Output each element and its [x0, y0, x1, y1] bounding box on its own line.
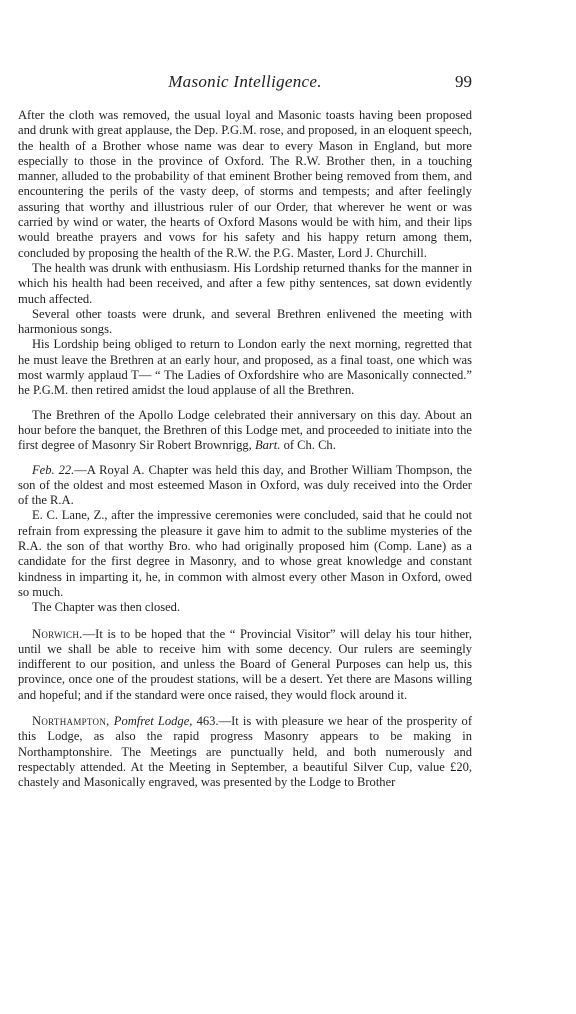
- paragraph-norwich: [18, 627, 472, 703]
- northampton-lodge: Pomfret Lodge,: [113, 713, 193, 728]
- apollo-italic: Bart.: [254, 438, 281, 453]
- apollo-text: The Brethren of the Apollo Lodge celebrated their anniversary on this day. About an hour before the banquet, the Brethren of this Lodge met, and proceeded to initiate into the first degree of Masonry Sir Robert Brownrigg,: [18, 407, 472, 453]
- northampton-text: 463.—It is with pleasure we hear of the prosperity of this Lodge, as also the rapid progress Masonry appears to be making in Northamptonshire. The Meetings are punctually held, and both numerously and respectably attended. At the Meeting in September, a beautiful Silver Cup, value £20, chastely and Masonically engraved, was presented by the Lodge to Brother: [18, 713, 472, 790]
- paragraph-lordship-departure: His Lordship being obliged to return to London early the next morning, regretted that he must leave the Brethren at an early hour, and proposed, as a final toast, one which was most warmly applaud T— “ The Ladies of Oxfordshire who are Masonically connected.” he P.G.M. then retired amidst the loud applause of all the Brethren.: [18, 337, 472, 398]
- paragraph-northampton: [18, 714, 472, 790]
- paragraph-other-toasts: Several other toasts were drunk, and several Brethren enlivened the meeting with harmonious songs.: [18, 306, 472, 337]
- paragraph-chapter-closed: The Chapter was then closed.: [32, 600, 181, 615]
- northampton-place: Northampton,: [32, 713, 110, 728]
- paragraph-toasts: After the cloth was removed, the usual loyal and Masonic toasts having been proposed and drunk with great applause, the Dep. P.G.M. rose, and proposed, in an eloquent speech, the health of a Brother whose name was dear to every Mason in England, but more especially to those in the province of Oxford. The R.W. Brother then, in a touching manner, alluded to the probability of that eminent Brother being removed from them, and encountering the perils of the vasty deep, of storms and tempests; and after feelingly assuring that worthy and illustrious ruler of our Order, that wherever he went or was carried by wind or water, the hearts of Oxford Masons would be with him, and their lips would breathe prayers and vows for his safety and his happy return among them, concluded by proposing the health of the R.W. the P.G. Master, Lord J. Churchill.: [18, 108, 472, 260]
- paragraph-health-drunk: The health was drunk with enthusiasm. His Lordship returned thanks for the manner in which his health had been received, and after a few pithy sentences, sat down evidently much affected.: [18, 260, 472, 306]
- paragraph-lane-speech: E. C. Lane, Z., after the impressive ceremonies were concluded, said that he could not refrain from expressing the pleasure it gave him to admit to the sublime mysteries of the R.A. the son of that worthy Bro. who had originally proposed him (Comp. Lane) as a candidate for the first degree in Masonry, and to whose great knowledge and constant kindness in imparting it, he, in common with almost every other Mason in Oxford, owed so much.: [18, 508, 472, 599]
- norwich-text: —It is to be hoped that the “ Provincial Visitor” will delay his tour hither, until we shall be able to receive him with some decency. Our rulers are seemingly indifferent to our position, and unless the Board of General Purposes can help us, this province, once one of the proudest stations, will be a desert. Yet there are Masons willing and hopeful; and if the standard were once raised, they would flock around it.: [18, 626, 472, 702]
- norwich-place: Norwich.: [32, 626, 83, 641]
- article-body: [18, 108, 472, 790]
- running-head: [18, 72, 472, 96]
- page-number: 99: [455, 72, 472, 91]
- royal-arch-text: —A Royal A. Chapter was held this day, and Brother William Thompson, the son of the oldest and most esteemed Mason in Oxford, was duly received into the Order of the R.A.: [18, 462, 472, 508]
- paragraph-apollo-lodge: [18, 408, 472, 454]
- running-title: Masonic Intelligence.: [168, 72, 322, 91]
- apollo-end: of Ch. Ch.: [283, 438, 336, 453]
- paragraph-royal-arch: [18, 463, 472, 509]
- royal-arch-date: Feb. 22.: [32, 462, 75, 477]
